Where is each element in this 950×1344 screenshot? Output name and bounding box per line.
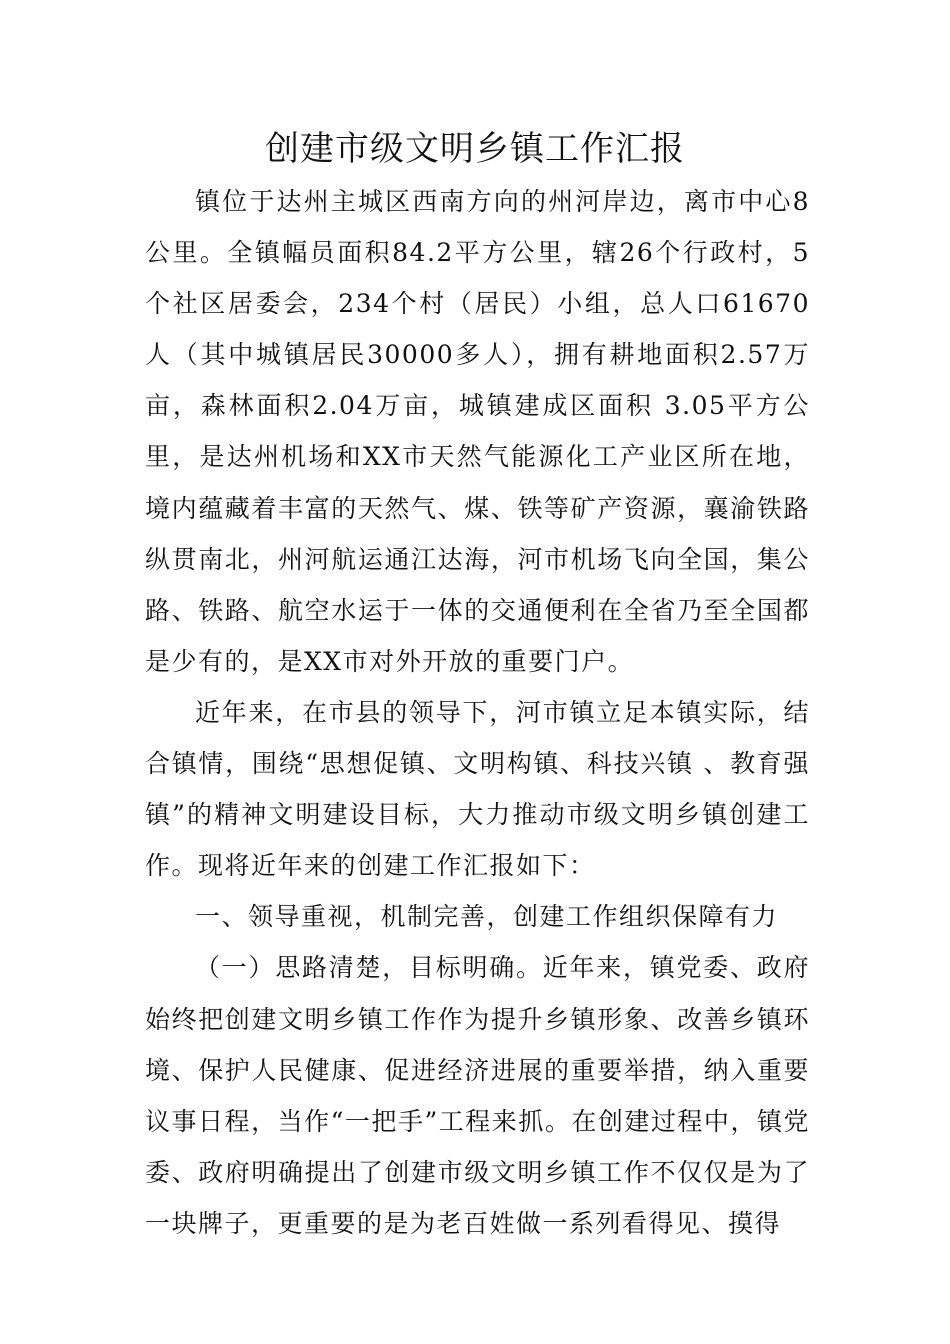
paragraph-introduction: 近年来，在市县的领导下，河市镇立足本镇实际，结合镇情，围绕“思想促镇、文明构镇、科技兴镇 、教育强镇”的精神文明建设目标，大力推动市级文明乡镇创建工作。现将近年来的创建工作汇报如下： — [145, 697, 810, 881]
section-heading-1: 一、领导重视，机制完善，创建工作组织保障有力 — [195, 902, 779, 932]
paragraph-subsection-1: （一）思路清楚，目标明确。近年来，镇党委、政府始终把创建文明乡镇工作作为提升乡镇形象、改善乡镇环境、保护人民健康、促进经济进展的重要举措，纳入重要议事日程，当作“一把手”工程来抓。在创建过程中，镇党委、政府明确提出了创建市级文明乡镇工作不仅仅是为了一块牌子，更重要的是为老百姓做一系列看得见、摸得 — [145, 953, 810, 1238]
document-body — [145, 176, 810, 1249]
document-title: 创建市级文明乡镇工作汇报 — [265, 129, 685, 169]
paragraph-overview: 镇位于达州主城区西南方向的州河岸边，离市中心8公里。全镇幅员面积84.2平方公里，辖26个行政村，5个社区居委会，234个村（居民）小组，总人口61670人（其中城镇居民30000多人），拥有耕地面积2.57万亩，森林面积2.04万亩，城镇建成区面积 3.05平方公里，是达州机场和XX市天然气能源化工产业区所在地，境内蕴藏着丰富的天然气、煤、铁等矿产资源，襄渝铁路纵贯南北，州河航运通江达海，河市机场飞向全国，集公路、铁路、航空水运于一体的交通便利在全省乃至全国都是少有的，是XX市对外开放的重要门户。 — [145, 187, 810, 676]
